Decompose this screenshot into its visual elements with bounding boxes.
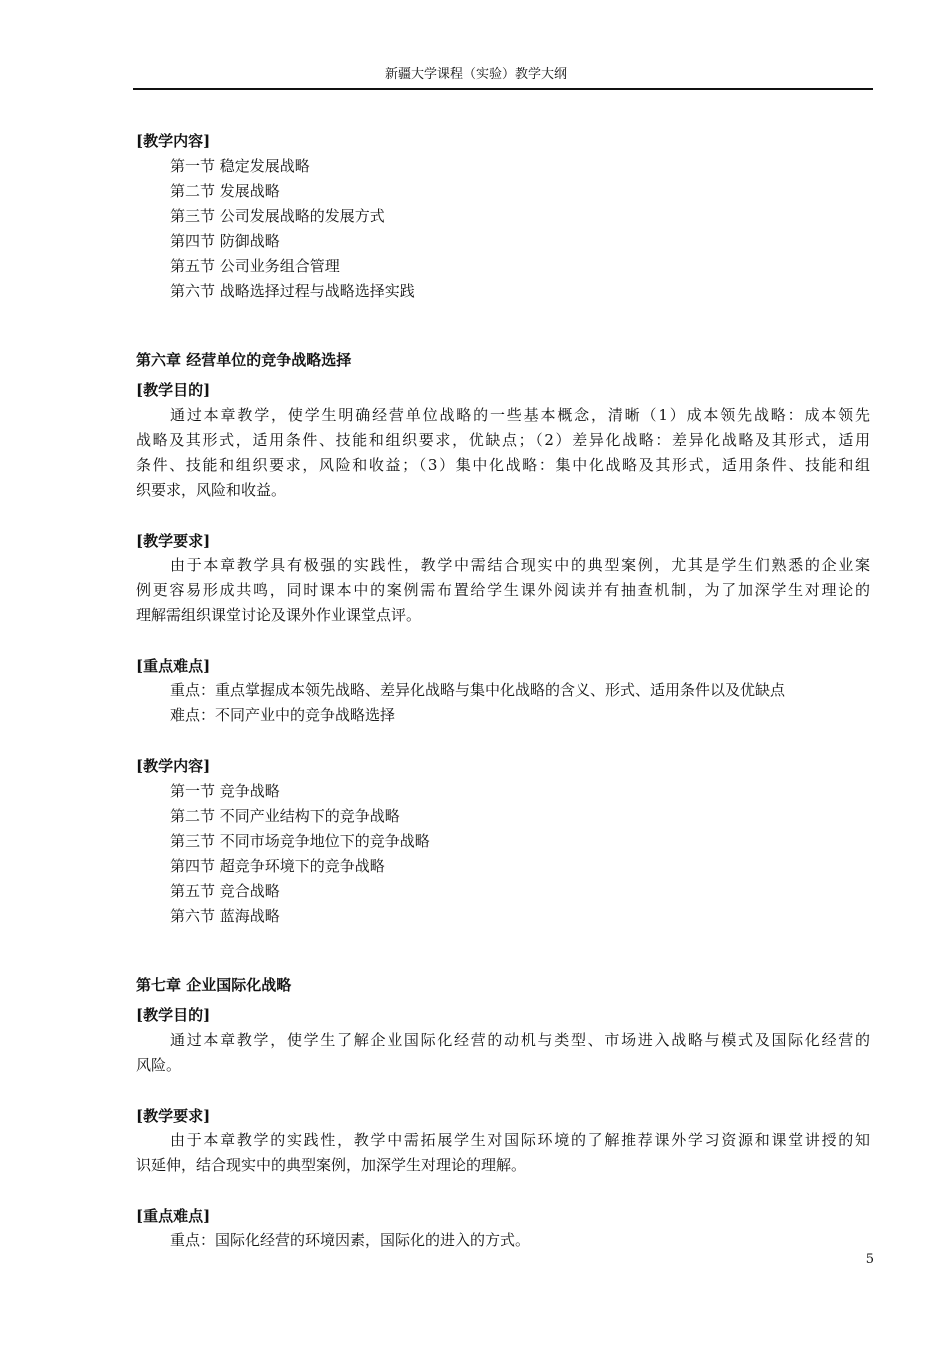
list-item: 第四节 防御战略 [170,232,280,250]
section-heading-content: [教学内容] [136,757,211,775]
chapter-title: 第七章 企业国际化战略 [136,976,292,994]
list-item: 第五节 公司业务组合管理 [170,257,340,275]
list-item: 第一节 稳定发展战略 [170,157,310,175]
list-item: 第六节 战略选择过程与战略选择实践 [170,282,415,300]
paragraph-line: 重点：国际化经营的环境因素，国际化的进入的方式。 [170,1231,531,1249]
header-divider [133,88,873,90]
list-item: 第四节 超竞争环境下的竞争战略 [170,857,385,875]
page-header-title: 新疆大学课程（实验）教学大纲 [384,67,567,82]
paragraph-line: 风险。 [136,1056,182,1074]
paragraph-line: 条件、技能和组织要求，风险和收益；（3）集中化战略：集中化战略及其形式，适用条件、技能和组 [136,456,870,474]
paragraph-line: 由于本章教学的实践性，教学中需拓展学生对国际环境的了解推荐课外学习资源和课堂讲授的知 [170,1131,870,1149]
section-heading-key-points: [重点难点] [136,1207,211,1225]
paragraph-line: 通过本章教学，使学生了解企业国际化经营的动机与类型、市场进入战略与模式及国际化经营的 [170,1031,870,1049]
paragraph-line: 难点：不同产业中的竞争战略选择 [170,706,396,724]
list-item: 第二节 不同产业结构下的竞争战略 [170,807,400,825]
section-heading-objective: [教学目的] [136,1006,211,1024]
list-item: 第五节 竞合战略 [170,882,280,900]
section-heading-key-points: [重点难点] [136,657,211,675]
paragraph-line: 由于本章教学具有极强的实践性，教学中需结合现实中的典型案例，尤其是学生们熟悉的企业案 [170,556,870,574]
section-heading-requirement: [教学要求] [136,1107,211,1125]
paragraph-line: 战略及其形式，适用条件、技能和组织要求，优缺点；（2）差异化战略：差异化战略及其形式，适用 [136,431,870,449]
list-item: 第一节 竞争战略 [170,782,280,800]
list-item: 第六节 蓝海战略 [170,907,280,925]
list-item: 第二节 发展战略 [170,182,280,200]
list-item: 第三节 公司发展战略的发展方式 [170,207,385,225]
section-heading-content: [教学内容] [136,132,211,150]
chapter-title: 第六章 经营单位的竞争战略选择 [136,351,352,369]
list-item: 第三节 不同市场竞争地位下的竞争战略 [170,832,430,850]
paragraph-line: 通过本章教学，使学生明确经营单位战略的一些基本概念，清晰（1）成本领先战略：成本领先 [170,406,870,424]
paragraph-line: 例更容易形成共鸣，同时课本中的案例需布置给学生课外阅读并有抽查机制，为了加深学生对理论的 [136,581,870,599]
paragraph-line: 重点：重点掌握成本领先战略、差异化战略与集中化战略的含义、形式、适用条件以及优缺点 [170,681,786,699]
section-heading-objective: [教学目的] [136,381,211,399]
paragraph-line: 识延伸，结合现实中的典型案例，加深学生对理论的理解。 [136,1156,527,1174]
paragraph-line: 织要求，风险和收益。 [136,481,287,499]
section-heading-requirement: [教学要求] [136,532,211,550]
page-number: 5 [865,1252,874,1267]
paragraph-line: 理解需组织课堂讨论及课外作业课堂点评。 [136,606,422,624]
